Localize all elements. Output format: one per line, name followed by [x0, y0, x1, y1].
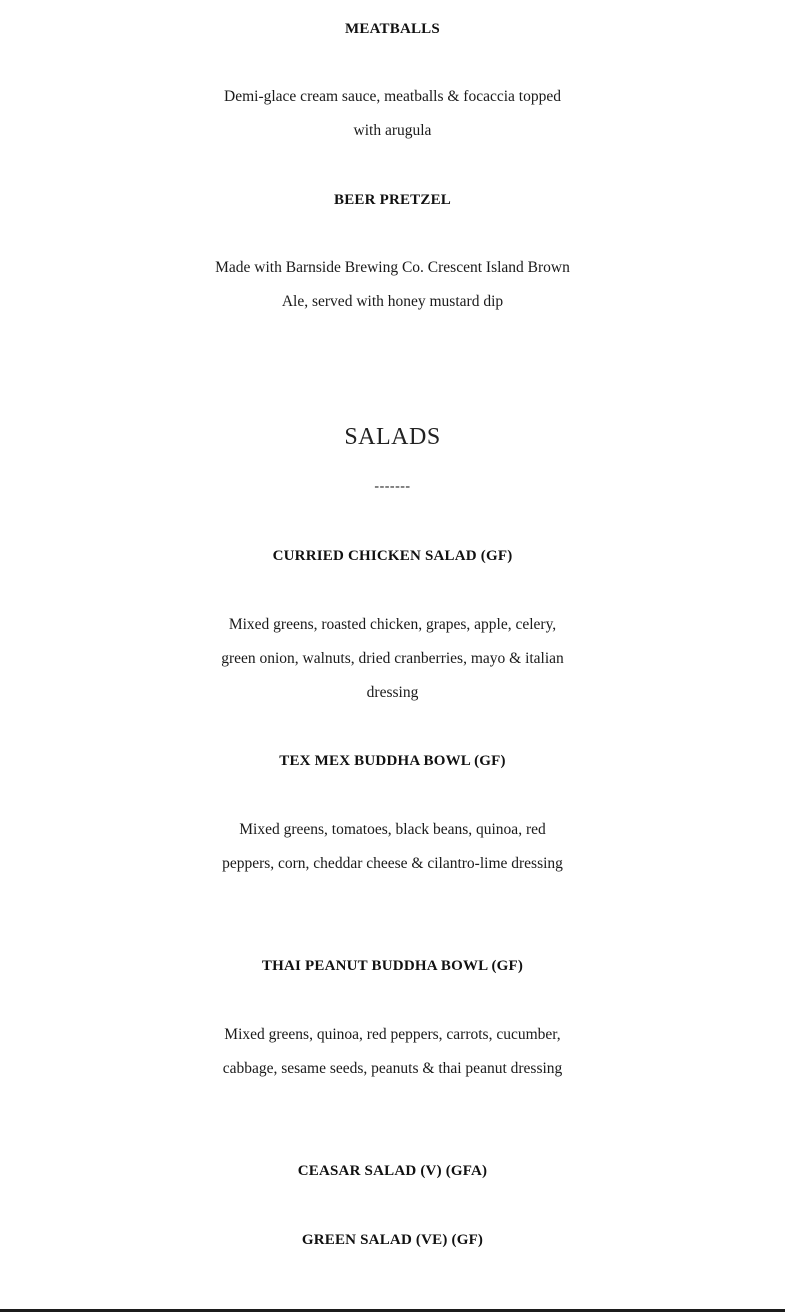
menu-item-description-curried-chicken-salad: Mixed greens, roasted chicken, grapes, apple, celery, green onion, walnuts, dried cranberries, mayo & italian dressing — [221, 616, 564, 701]
menu-item-description-meatballs: Demi-glace cream sauce, meatballs & focaccia topped with arugula — [224, 88, 561, 139]
menu-item-name-ceasar-salad: CEASAR SALAD (V) (GFA) — [297, 1163, 488, 1179]
menu-item-name-curried-chicken-salad: CURRIED CHICKEN SALAD (GF) — [272, 548, 513, 564]
menu-item-name-meatballs: MEATBALLS — [345, 21, 440, 37]
menu-item-name-green-salad: GREEN SALAD (VE) (GF) — [301, 1232, 484, 1248]
menu-item-name-beer-pretzel: BEER PRETZEL — [333, 192, 452, 208]
section-title-salads: SALADS — [344, 424, 441, 450]
menu-item-description-beer-pretzel: Made with Barnside Brewing Co. Crescent Island Brown Ale, served with honey mustard dip — [215, 259, 570, 310]
section-divider: ------- — [374, 479, 411, 494]
menu-item-name-thai-peanut-buddha-bowl: THAI PEANUT BUDDHA BOWL (GF) — [261, 958, 524, 974]
menu-item-description-thai-peanut-buddha-bowl: Mixed greens, quinoa, red peppers, carrots, cucumber, cabbage, sesame seeds, peanuts & thai peanut dressing — [222, 1026, 563, 1077]
menu-item-description-tex-mex-buddha-bowl: Mixed greens, tomatoes, black beans, quinoa, red peppers, corn, cheddar cheese & cilantro-lime dressing — [222, 821, 563, 872]
menu-item-name-tex-mex-buddha-bowl: TEX MEX BUDDHA BOWL (GF) — [279, 753, 506, 769]
